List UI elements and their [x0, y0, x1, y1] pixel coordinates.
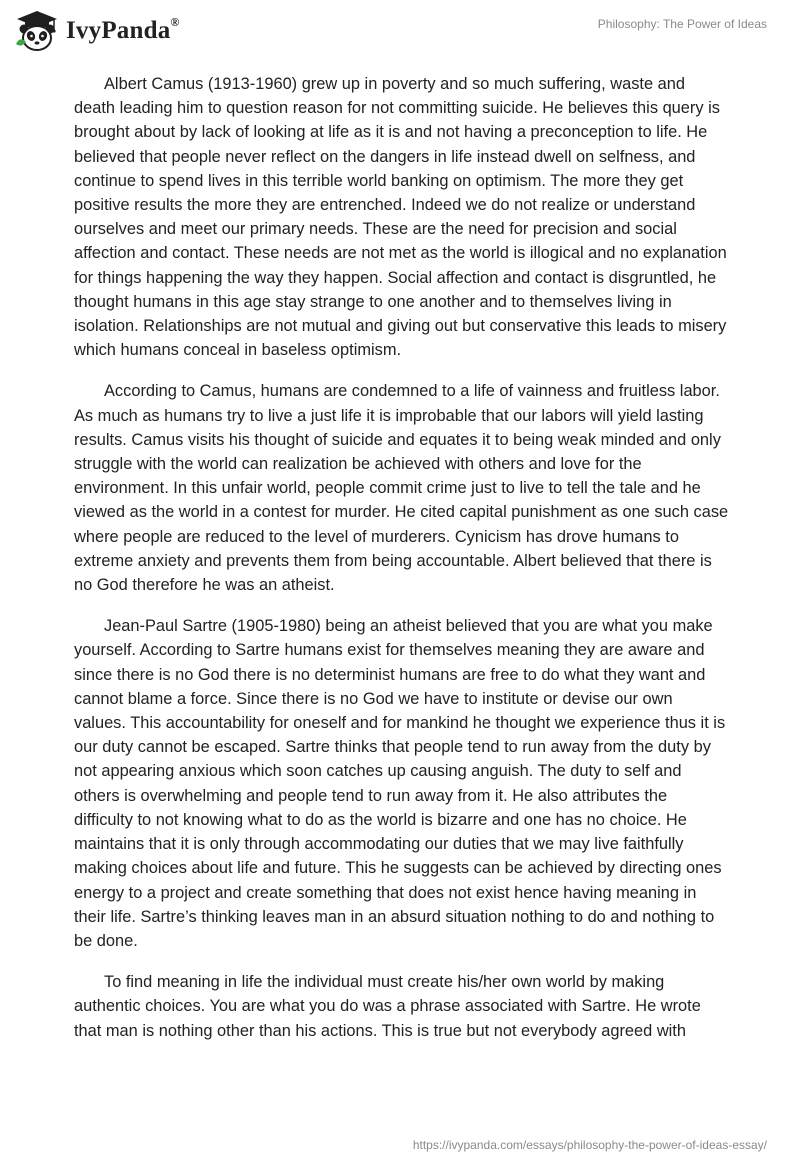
paragraph: Jean-Paul Sartre (1905-1980) being an atheist believed that you are what you make yourself. According to Sartre humans exist for themselves meaning they are aware and since there is no God there is no determinist humans are free to do what they want and cannot blame a force. Since there is no God we have to institute or devise our own values. This accountability for oneself and for mankind he thought we experience thus it is our duty cannot be escaped. Sartre thinks that people tend to run away from the duty by not appearing anxious which soon catches up causing anguish. The duty to self and others is overwhelming and people tend to run away from it. He also attributes the difficulty to not knowing what to do as the world is bizarre and one has no choice. He maintains that it is only through accommodating our duties that we may live faithfully making choices about life and future. This he suggests can be achieved by directing ones energy to a project and create something that does not exist hence having meaning in their life. Sartre’s thinking leaves man in an absurd situation nothing to do and nothing to be done. — [74, 617, 726, 950]
panda-graduate-icon — [14, 8, 60, 54]
logo-text: IvyPanda® — [66, 15, 180, 44]
logo[interactable] — [14, 8, 180, 54]
source-url[interactable]: https://ivypanda.com/essays/philosophy-the-power-of-ideas-essay/ — [412, 1138, 767, 1152]
essay-body — [74, 72, 729, 1060]
paragraph: According to Camus, humans are condemned to a life of vainness and fruitless labor. As much as humans try to live a just life it is improbable that our labors will yield lasting results. Camus visits his thought of suicide and equates it to being weak minded and only struggle with the world can realization be achieved with others and love for the environment. In this unfair world, people commit crime just to live to tell the tale and he viewed as the world in a contest for murder. He cited capital punishment as one such case where people are reduced to the level of murderers. Cynicism has drove humans to extreme anxiety and prevents them from being accountable. Albert believed that there is no God therefore he was an atheist. — [74, 382, 729, 595]
paragraph: To find meaning in life the individual must create his/her own world by making authentic choices. You are what you do was a phrase associated with Sartre. He wrote that man is nothing other than his actions. This is true but not everybody agreed with — [74, 973, 701, 1040]
document-title: Philosophy: The Power of Ideas — [597, 17, 767, 31]
paragraph: Albert Camus (1913-1960) grew up in poverty and so much suffering, waste and death leading him to question reason for not committing suicide. He believes this query is brought about by lack of looking at life as it is and not having a preconception to life. He believed that people never reflect on the dangers in life instead dwell on selfness, and continue to spend lives in this terrible world banking on optimism. The more they get positive results the more they are entrenched. Indeed we do not realize or understand ourselves and meet our primary needs. These are the need for precision and social affection and contact. These needs are not met as the world is illogical and no explanation for things happening the way they happen. Social affection and contact is disgruntled, he thought humans in this age stay strange to one another and to themselves living in isolation. Relationships are not mutual and giving out but conservative this leads to misery which humans conceal in baseless optimism. — [74, 75, 727, 360]
